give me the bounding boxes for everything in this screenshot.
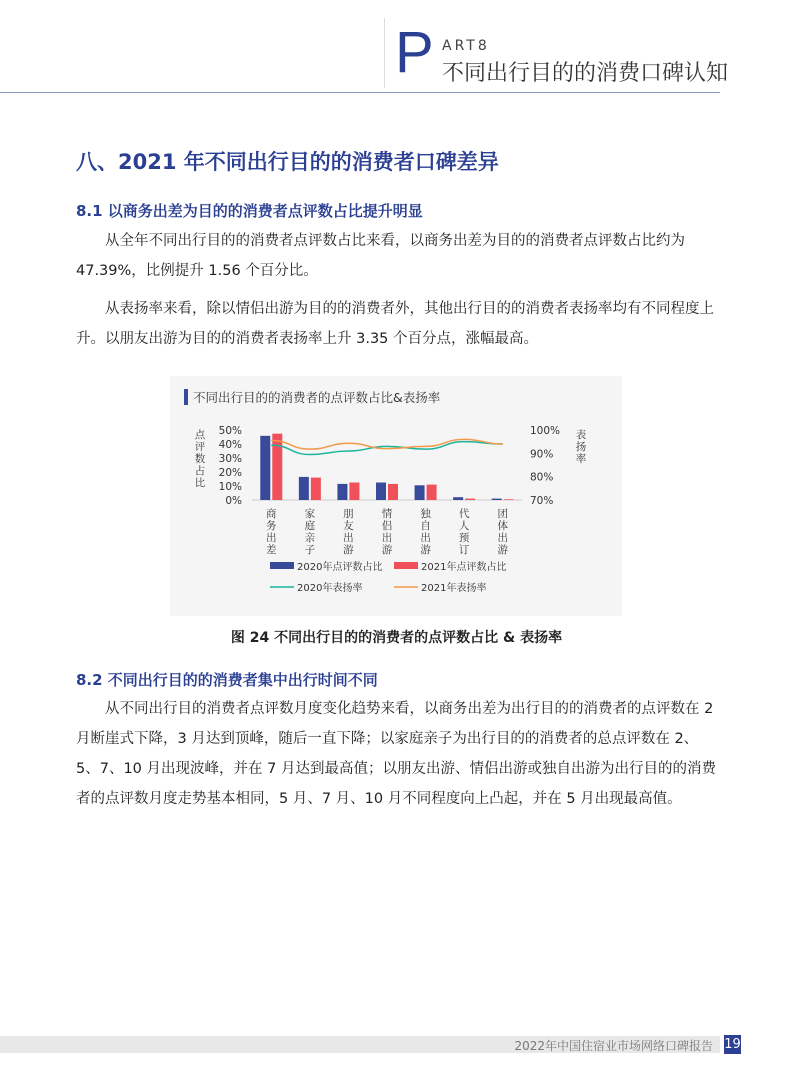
y-tick-label: 30% — [218, 453, 242, 465]
category-label: 出 — [343, 532, 354, 544]
legend-label: 2021年点评数占比 — [421, 562, 507, 573]
page-number: 19 — [724, 1037, 741, 1052]
category-label: 差 — [266, 544, 277, 556]
subsection-title-8-1: 8.1 以商务出差为目的的消费者点评数占比提升明显 — [76, 202, 423, 220]
line-2021-praise-rate — [271, 439, 502, 449]
bar-2021 — [388, 484, 398, 500]
legend-label: 2021年表扬率 — [421, 583, 487, 594]
category-label: 务 — [266, 520, 277, 532]
category-label: 亲 — [304, 532, 316, 544]
category-label: 出 — [266, 532, 277, 544]
category-label: 独 — [420, 508, 431, 520]
category-label: 出 — [420, 532, 431, 544]
category-label: 自 — [420, 520, 431, 532]
part-letter: P — [395, 20, 434, 85]
paragraph: 从表扬率来看，除以情侣出游为目的的消费者外，其他出行目的的消费者表扬率均有不同程度上升。以朋友出游为目的的消费者表扬率上升 3.35 个百分点，涨幅最高。 — [76, 301, 714, 347]
y-tick-label: 0% — [225, 495, 242, 507]
category-label: 团 — [497, 508, 508, 520]
bar-2020 — [376, 483, 386, 501]
category-label: 朋 — [343, 508, 354, 520]
y-axis-label: 占 — [194, 465, 206, 477]
category-label: 庭 — [304, 520, 316, 532]
category-label: 预 — [458, 532, 470, 544]
y-tick-label: 20% — [218, 467, 242, 479]
category-label: 侣 — [381, 520, 393, 532]
bar-2021 — [465, 499, 475, 500]
bar-2020 — [492, 499, 502, 500]
chart-title: 不同出行目的的消费者的点评数占比&表扬率 — [193, 390, 441, 405]
category-label: 友 — [343, 520, 354, 532]
category-label: 游 — [343, 544, 354, 556]
category-label: 游 — [497, 544, 508, 556]
section-title: 八、2021 年不同出行目的的消费者口碑差异 — [76, 150, 499, 174]
paragraph: 从不同出行目的消费者点评数月度变化趋势来看，以商务出差为出行目的的消费者的点评数在 2 月断崖式下降，3 月达到顶峰，随后一直下降；以家庭亲子为出行目的的消费者的总点评数在 2、5、7、10 月出现波峰，并在 7 月达到最高值；以朋友出游、情侣出游或独自出游为出行目的的消费者的点评数月度走势基本相同，5 月、7 月、10 月不同程度向上凸起，并在 5 月出现最高值。 — [76, 701, 716, 807]
paragraph: 从全年不同出行目的的消费者点评数占比来看，以商务出差为目的的消费者点评数占比约为 47.39%，比例提升 1.56 个百分比。 — [76, 233, 685, 279]
bar-2021 — [427, 485, 437, 500]
y2-tick-label: 100% — [530, 425, 561, 437]
category-label: 商 — [266, 508, 277, 520]
category-label: 家 — [304, 508, 316, 520]
y-tick-label: 40% — [218, 439, 242, 451]
title-marker — [184, 389, 188, 405]
y-tick-label: 50% — [218, 425, 242, 437]
legend-swatch — [270, 562, 294, 569]
y2-tick-label: 70% — [530, 495, 554, 507]
bar-2021 — [504, 499, 514, 500]
category-label: 情 — [381, 508, 393, 520]
category-label: 游 — [381, 544, 393, 556]
chart-svg — [170, 376, 622, 616]
header-divider — [384, 18, 385, 88]
footer-text: 2022年中国住宿业市场网络口碑报告 — [514, 1039, 713, 1053]
category-label: 订 — [458, 544, 470, 556]
part-number: ART8 — [442, 38, 490, 54]
bar-2021 — [349, 483, 359, 501]
bar-2020 — [299, 477, 309, 500]
bar-2020 — [337, 484, 347, 500]
bar-2020 — [260, 436, 270, 500]
legend-swatch — [394, 562, 418, 569]
y2-axis-label: 扬 — [575, 441, 587, 453]
y2-axis-label: 率 — [575, 453, 587, 465]
y2-tick-label: 80% — [530, 471, 554, 484]
bar-2020 — [453, 497, 463, 500]
part-title: 不同出行目的的消费口碑认知 — [442, 61, 729, 86]
category-label: 人 — [458, 520, 470, 532]
y-tick-label: 10% — [218, 481, 242, 493]
subsection-title-8-2: 8.2 不同出行目的的消费者集中出行时间不同 — [76, 671, 378, 689]
y-axis-label: 数 — [194, 453, 206, 465]
figure-caption: 图 24 不同出行目的的消费者的点评数占比 & 表扬率 — [230, 630, 563, 646]
legend-label: 2020年点评数占比 — [297, 562, 383, 573]
y-axis-label: 评 — [194, 441, 206, 453]
y-axis-label: 点 — [194, 429, 206, 441]
y2-axis-label: 表 — [575, 429, 587, 441]
bar-2020 — [415, 485, 425, 500]
category-label: 子 — [304, 544, 316, 556]
legend-label: 2020年表扬率 — [297, 583, 363, 594]
category-label: 代 — [458, 508, 470, 520]
header-rule — [0, 92, 720, 93]
bar-2021 — [311, 478, 321, 500]
y-axis-label: 比 — [194, 477, 206, 489]
category-label: 游 — [420, 544, 431, 556]
category-label: 出 — [497, 532, 508, 544]
category-label: 出 — [381, 532, 393, 544]
bar-2021 — [272, 434, 282, 500]
chart — [170, 376, 622, 616]
y2-tick-label: 90% — [530, 448, 554, 461]
category-label: 体 — [497, 520, 508, 532]
